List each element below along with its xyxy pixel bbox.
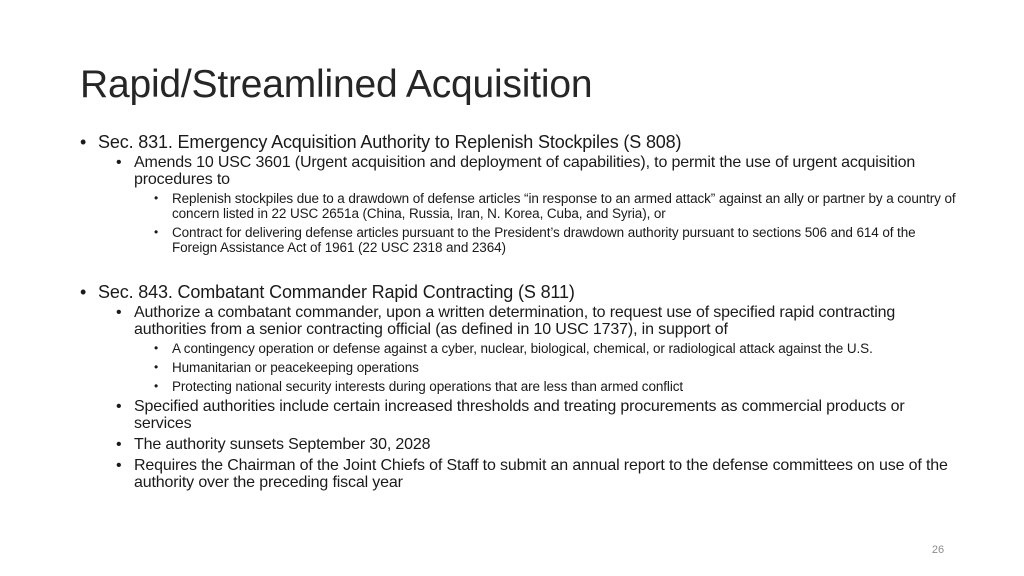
detail-bullet [154,341,960,356]
sub-bullet-text: Amends 10 USC 3601 (Urgent acquisition and deployment of capabilities), to permit the use of urgent acquisition procedures to [134,154,916,188]
detail-bullet-text: Protecting national security interests during operations that are less than armed conflict [172,379,684,394]
detail-bullet-text: Replenish stockpiles due to a drawdown of defense articles “in response to an armed attack” against an ally or partner by a country of concern listed in 22 USC 2651a (China, Russia, Iran, N. Korea, Cuba, and Syria), or [172,191,956,221]
detail-bullet [154,360,960,375]
section-bullet-sec-831 [80,132,960,255]
bullet-glyph: • [116,304,122,321]
detail-bullet [154,379,960,394]
sub-bullet-list [116,304,960,491]
detail-bullet [154,225,960,255]
bullet-glyph: • [154,379,159,393]
detail-bullet-text: A contingency operation or defense against a cyber, nuclear, biological, chemical, or radiological attack against the U.S. [172,341,873,356]
bullet-glyph: • [154,341,159,355]
sub-bullet-text: Specified authorities include certain increased thresholds and treating procurements as commercial products or services [134,398,905,432]
bullet-glyph: • [154,191,159,205]
section-heading: Sec. 831. Emergency Acquisition Authority to Replenish Stockpiles (S 808) [98,132,682,152]
sub-bullet-text: Authorize a combatant commander, upon a written determination, to request use of specified rapid contracting authorities from a senior contracting official (as defined in 10 USC 1737), in support of [134,304,896,338]
sub-bullet [116,457,960,491]
sub-bullet-text: The authority sunsets September 30, 2028 [134,436,431,453]
bullet-glyph: • [154,360,159,374]
sub-bullet [116,304,960,394]
bullet-list [80,132,960,491]
bullet-glyph: • [116,457,122,474]
page-number: 26 [931,544,945,556]
sub-bullet-text: Requires the Chairman of the Joint Chiefs of Staff to submit an annual report to the defense committees on use of the authority over the preceding fiscal year [134,457,948,491]
detail-bullet-list [154,341,960,394]
bullet-glyph: • [154,225,159,239]
detail-bullet-list [154,191,960,255]
detail-bullet-text: Humanitarian or peacekeeping operations [172,360,419,375]
bullet-glyph: • [116,436,122,453]
slide-title: Rapid/Streamlined Acquisition [80,63,593,106]
bullet-glyph: • [80,282,87,302]
slide-body [80,132,960,495]
bullet-glyph: • [116,154,122,171]
bullet-glyph: • [80,132,87,152]
detail-bullet [154,191,960,221]
section-bullet-sec-843 [80,282,960,491]
sub-bullet-list [116,154,960,255]
detail-bullet-text: Contract for delivering defense articles pursuant to the President’s drawdown authority pursuant to sections 506 and 614 of the Foreign Assistance Act of 1961 (22 USC 2318 and 2364) [172,225,916,255]
sub-bullet [116,154,960,255]
bullet-glyph: • [116,398,122,415]
sub-bullet [116,398,960,432]
sub-bullet [116,436,960,453]
section-heading: Sec. 843. Combatant Commander Rapid Contracting (S 811) [98,282,575,302]
